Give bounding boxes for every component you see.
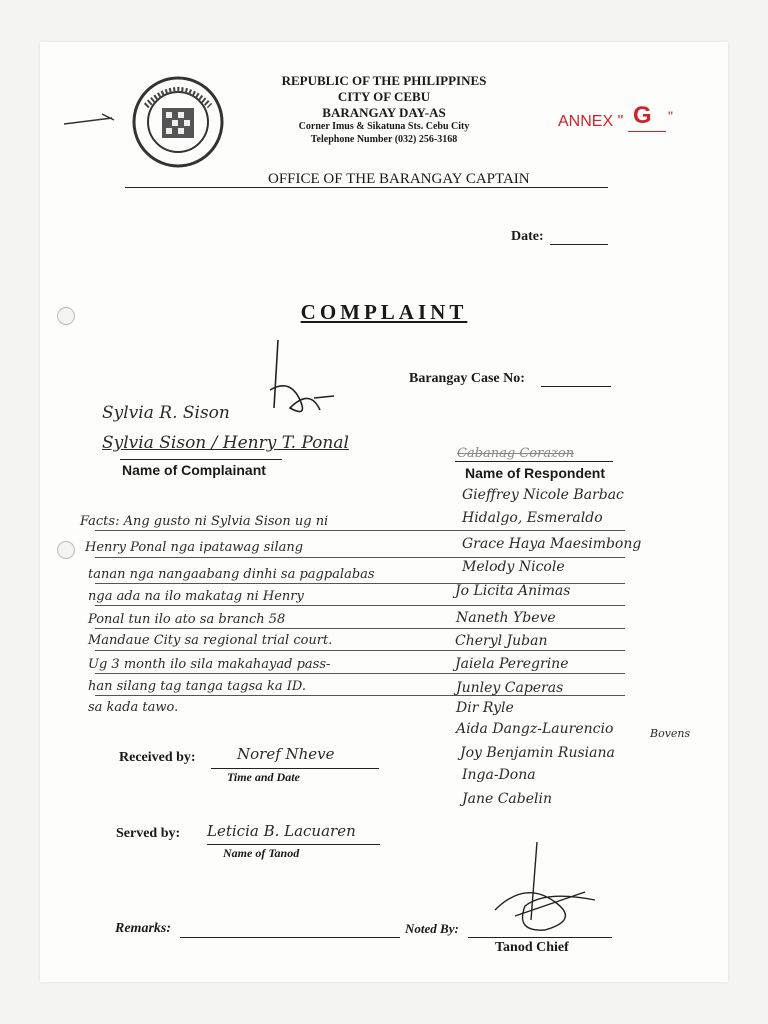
office-underline bbox=[125, 187, 608, 188]
respondent-rule bbox=[455, 461, 613, 462]
facts-rule bbox=[95, 673, 625, 674]
respondent-name: Jo Licita Animas bbox=[455, 583, 571, 599]
case-number-label: Barangay Case No: bbox=[409, 371, 525, 386]
facts-rule bbox=[95, 530, 625, 531]
case-number-field[interactable] bbox=[541, 386, 611, 387]
complainant-signature bbox=[260, 338, 340, 438]
respondent-name: Hidalgo, Esmeraldo bbox=[462, 510, 603, 526]
received-by-label: Received by: bbox=[119, 750, 196, 765]
respondent-name: Melody Nicole bbox=[462, 559, 565, 575]
served-by-label: Served by: bbox=[116, 826, 181, 841]
respondent-crossed-out: Cabanag Corazon bbox=[457, 446, 575, 461]
punch-hole-middle bbox=[57, 541, 75, 559]
facts-rule bbox=[95, 628, 625, 629]
respondent-side-note: Bovens bbox=[650, 727, 691, 740]
respondent-name: Naneth Ybeve bbox=[456, 610, 556, 626]
respondent-name: Inga-Dona bbox=[462, 767, 536, 783]
facts-line: Ug 3 month ilo sila makahayad pass- bbox=[88, 657, 331, 672]
annex-label: ANNEX " bbox=[558, 113, 624, 130]
complainant-handwritten-name: Sylvia R. Sison bbox=[102, 403, 230, 423]
facts-line: sa kada tawo. bbox=[88, 700, 179, 715]
complainant-rule bbox=[120, 459, 282, 460]
header-republic: REPUBLIC OF THE PHILIPPINES bbox=[281, 73, 487, 88]
facts-line: Henry Ponal nga ipatawag silang bbox=[85, 540, 304, 555]
received-by-handwritten: Noref Nheve bbox=[237, 745, 335, 763]
complainant-handwritten-names: Sylvia Sison / Henry T. Ponal bbox=[102, 433, 349, 453]
remarks-label: Remarks: bbox=[115, 921, 171, 936]
date-field[interactable] bbox=[550, 244, 608, 245]
noted-by-label: Noted By: bbox=[405, 921, 459, 936]
respondent-name: Jane Cabelin bbox=[462, 791, 552, 807]
page-title: COMPLAINT bbox=[300, 300, 468, 324]
respondent-label: Name of Respondent bbox=[465, 465, 606, 481]
header-telephone: Telephone Number (032) 256-3168 bbox=[310, 134, 458, 145]
name-of-tanod-label: Name of Tanod bbox=[223, 846, 300, 860]
facts-line: Mandaue City sa regional trial court. bbox=[88, 633, 333, 648]
facts-rule bbox=[95, 650, 625, 651]
respondent-name: Dir Ryle bbox=[456, 700, 514, 716]
facts-line: han silang tag tanga tagsa ka ID. bbox=[88, 679, 307, 694]
complainant-label: Name of Complainant bbox=[122, 462, 266, 478]
served-by-field[interactable] bbox=[207, 844, 380, 845]
tanod-chief-label: Tanod Chief bbox=[495, 940, 569, 955]
respondent-name: Junley Caperas bbox=[456, 680, 564, 696]
respondent-name: Cheryl Juban bbox=[455, 633, 548, 649]
respondent-name: Joy Benjamin Rusiana bbox=[460, 745, 615, 761]
header-address: Corner Imus & Sikatuna Sts. Cebu City bbox=[298, 121, 470, 132]
respondent-name: Aida Dangz-Laurencio bbox=[456, 721, 614, 737]
remarks-field[interactable] bbox=[180, 937, 400, 938]
facts-rule bbox=[95, 605, 625, 606]
time-and-date-label: Time and Date bbox=[227, 770, 300, 784]
facts-rule bbox=[95, 557, 625, 558]
respondent-name: Grace Haya Maesimbong bbox=[462, 536, 642, 552]
respondent-name: Jaiela Peregrine bbox=[455, 656, 569, 672]
tanod-chief-signature bbox=[485, 840, 605, 940]
office-title: OFFICE OF THE BARANGAY CAPTAIN bbox=[268, 171, 530, 187]
facts-rule bbox=[95, 695, 625, 696]
served-by-handwritten: Leticia B. Lacuaren bbox=[207, 822, 356, 840]
annex-value: G bbox=[633, 102, 652, 129]
facts-line: Ponal tun ilo ato sa branch 58 bbox=[88, 612, 286, 627]
annex-end-quote: " bbox=[668, 108, 673, 124]
facts-line: Facts: Ang gusto ni Sylvia Sison ug ni bbox=[80, 514, 329, 529]
header-city: CITY OF CEBU bbox=[337, 89, 431, 104]
annex-underline bbox=[628, 131, 666, 132]
facts-rule bbox=[95, 583, 625, 584]
facts-line: nga ada na ilo makatag ni Henry bbox=[88, 589, 304, 604]
facts-line: tanan nga nangaabang dinhi sa pagpalabas bbox=[88, 567, 375, 582]
date-label: Date: bbox=[511, 229, 544, 244]
respondent-name: Gieffrey Nicole Barbac bbox=[462, 487, 624, 503]
header-barangay: BARANGAY DAY-AS bbox=[322, 105, 446, 120]
received-by-field[interactable] bbox=[211, 768, 379, 769]
